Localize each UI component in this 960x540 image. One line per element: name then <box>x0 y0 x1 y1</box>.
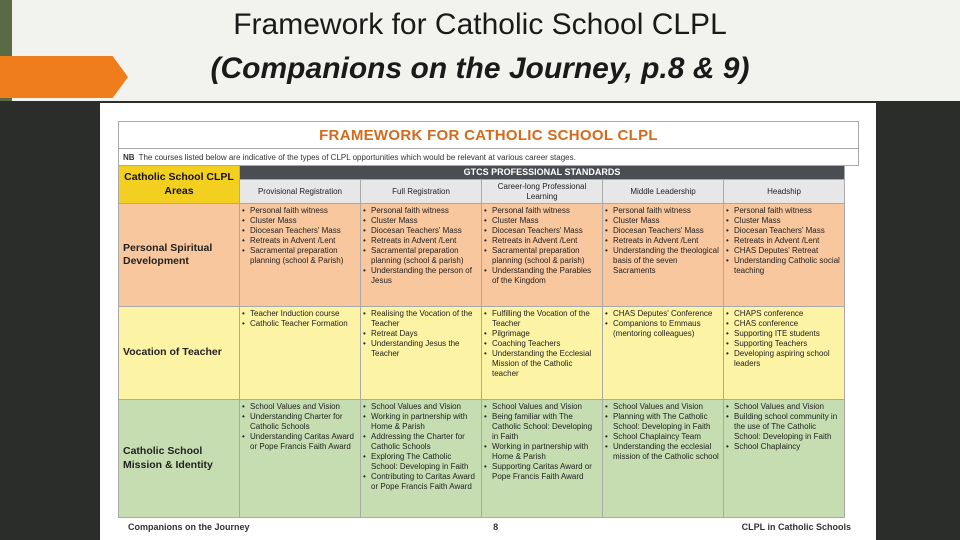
list-item: • Retreats in Advent /Lent <box>613 236 721 246</box>
table-cell <box>724 204 845 307</box>
nb-note <box>118 148 859 165</box>
list-item: • School Values and Vision <box>734 402 842 412</box>
list-item: • Retreats in Advent /Lent <box>492 236 600 246</box>
list-item: • Understanding the theological basis of the seven Sacraments <box>613 246 721 276</box>
table-cell <box>603 400 724 518</box>
list-item: • Understanding Caritas Award or Pope Francis Faith Award <box>250 432 358 452</box>
table-cell <box>603 307 724 400</box>
list-item: • Understanding the ecclesial mission of the Catholic school <box>613 442 721 462</box>
table-cell <box>603 204 724 307</box>
list-item: • Diocesan Teachers' Mass <box>492 226 600 236</box>
list-item: • Retreats in Advent /Lent <box>734 236 842 246</box>
list-item: • Retreats in Advent /Lent <box>250 236 358 246</box>
document-footer <box>118 518 859 532</box>
list-item: • Understanding the Parables of the Kingdom <box>492 266 600 286</box>
list-item: • School Values and Vision <box>613 402 721 412</box>
list-item: • CHAS Deputes' Conference <box>613 309 721 319</box>
gtcs-header: GTCS PROFESSIONAL STANDARDS <box>240 166 845 180</box>
list-item: • Cluster Mass <box>492 216 600 226</box>
list-item: • Personal faith witness <box>734 206 842 216</box>
list-item: • Sacramental preparation planning (school & parish) <box>492 246 600 266</box>
list-item: • Realising the Vocation of the Teacher <box>371 309 479 329</box>
table-cell <box>240 400 361 518</box>
table-cell <box>361 307 482 400</box>
list-item: • Cluster Mass <box>613 216 721 226</box>
list-item: • CHAS Deputes' Retreat <box>734 246 842 256</box>
list-item: • Personal faith witness <box>613 206 721 216</box>
slide-subtitle: (Companions on the Journey, p.8 & 9) <box>210 52 750 85</box>
orange-arrow-shape <box>0 56 128 98</box>
list-item: • Working in partnership with Home & Parish <box>492 442 600 462</box>
footer-left: Companions on the Journey <box>128 522 250 532</box>
document-page <box>100 103 876 540</box>
list-item: • Sacramental preparation planning (school & Parish) <box>250 246 358 266</box>
slide-title: Framework for Catholic School CLPL <box>233 8 727 41</box>
list-item: • Fulfilling the Vocation of the Teacher <box>492 309 600 329</box>
cell-list <box>603 400 723 462</box>
list-item: • Understanding the person of Jesus <box>371 266 479 286</box>
cell-list <box>724 400 844 452</box>
cell-list <box>724 204 844 276</box>
list-item: • Understanding the Ecclesial Mission of the Catholic teacher <box>492 349 600 379</box>
table-cell <box>482 204 603 307</box>
areas-header: Catholic School CLPL Areas <box>119 166 240 204</box>
list-item: • CHAPS conference <box>734 309 842 319</box>
list-item: • Diocesan Teachers' Mass <box>613 226 721 236</box>
list-item: • Diocesan Teachers' Mass <box>371 226 479 236</box>
cell-list <box>603 204 723 276</box>
cell-list <box>361 307 481 359</box>
list-item: • School Chaplaincy <box>734 442 842 452</box>
table-cell <box>482 400 603 518</box>
table-cell <box>361 400 482 518</box>
stage-header-full: Full Registration <box>361 180 482 204</box>
list-item: • Contributing to Caritas Award or Pope Francis Faith Award <box>371 472 479 492</box>
stage-header-career-long: Career-long Professional Learning <box>482 180 603 204</box>
list-item: • Supporting ITE students <box>734 329 842 339</box>
list-item: • Pilgrimage <box>492 329 600 339</box>
table-cell <box>240 307 361 400</box>
list-item: • Personal faith witness <box>492 206 600 216</box>
list-item: • Coaching Teachers <box>492 339 600 349</box>
cell-list <box>240 204 360 266</box>
footer-page-number: 8 <box>493 522 499 532</box>
cell-list <box>240 307 360 329</box>
list-item: • Cluster Mass <box>371 216 479 226</box>
list-item: • Diocesan Teachers' Mass <box>250 226 358 236</box>
cell-list <box>482 204 602 286</box>
list-item: • Retreats in Advent /Lent <box>371 236 479 246</box>
row-label: Personal Spiritual Development <box>119 204 240 307</box>
nb-text: The courses listed below are indicative of the types of CLPL opportunities which would be relevant at various career stages. <box>138 152 576 162</box>
list-item: • Working in partnership with Home & Parish <box>371 412 479 432</box>
table-cell <box>240 204 361 307</box>
list-item: • Personal faith witness <box>371 206 479 216</box>
list-item: • Building school community in the use of The Catholic School: Developing in Faith <box>734 412 842 442</box>
list-item: • Supporting Teachers <box>734 339 842 349</box>
list-item: • School Values and Vision <box>492 402 600 412</box>
list-item: • Planning with The Catholic School: Developing in Faith <box>613 412 721 432</box>
list-item: • Diocesan Teachers' Mass <box>734 226 842 236</box>
framework-document <box>118 121 859 532</box>
list-item: • Understanding Jesus the Teacher <box>371 339 479 359</box>
cell-list <box>482 307 602 379</box>
table-cell <box>724 400 845 518</box>
list-item: • School Values and Vision <box>371 402 479 412</box>
list-item: • Addressing the Charter for Catholic Schools <box>371 432 479 452</box>
list-item: • Being familiar with The Catholic School: Developing in Faith <box>492 412 600 442</box>
cell-list <box>603 307 723 339</box>
cell-list <box>240 400 360 452</box>
row-label: Vocation of Teacher <box>119 307 240 400</box>
list-item: • School Chaplaincy Team <box>613 432 721 442</box>
cell-list <box>361 400 481 492</box>
list-item: • Sacramental preparation planning (school & parish) <box>371 246 479 266</box>
list-item: • Personal faith witness <box>250 206 358 216</box>
list-item: • Catholic Teacher Formation <box>250 319 358 329</box>
list-item: • Exploring The Catholic School: Developing in Faith <box>371 452 479 472</box>
list-item: • Understanding Catholic social teaching <box>734 256 842 276</box>
stage-header-provisional: Provisional Registration <box>240 180 361 204</box>
stage-header-middle-leadership: Middle Leadership <box>603 180 724 204</box>
table-cell <box>482 307 603 400</box>
list-item: • Supporting Caritas Award or Pope Francis Faith Award <box>492 462 600 482</box>
cell-list <box>482 400 602 482</box>
list-item: • Developing aspiring school leaders <box>734 349 842 369</box>
list-item: • Teacher Induction course <box>250 309 358 319</box>
list-item: • Retreat Days <box>371 329 479 339</box>
framework-table <box>118 165 859 518</box>
list-item: • Understanding Charter for Catholic Schools <box>250 412 358 432</box>
list-item: • School Values and Vision <box>250 402 358 412</box>
list-item: • CHAS conference <box>734 319 842 329</box>
list-item: • Companions to Emmaus (mentoring colleagues) <box>613 319 721 339</box>
cell-list <box>724 307 844 369</box>
document-title: FRAMEWORK FOR CATHOLIC SCHOOL CLPL <box>118 121 859 148</box>
nb-label: NB <box>123 152 135 162</box>
cell-list <box>361 204 481 286</box>
row-label: Catholic School Mission & Identity <box>119 400 240 518</box>
table-cell <box>724 307 845 400</box>
list-item: • Cluster Mass <box>250 216 358 226</box>
table-cell <box>361 204 482 307</box>
stage-header-headship: Headship <box>724 180 845 204</box>
footer-right: CLPL in Catholic Schools <box>741 522 851 532</box>
list-item: • Cluster Mass <box>734 216 842 226</box>
